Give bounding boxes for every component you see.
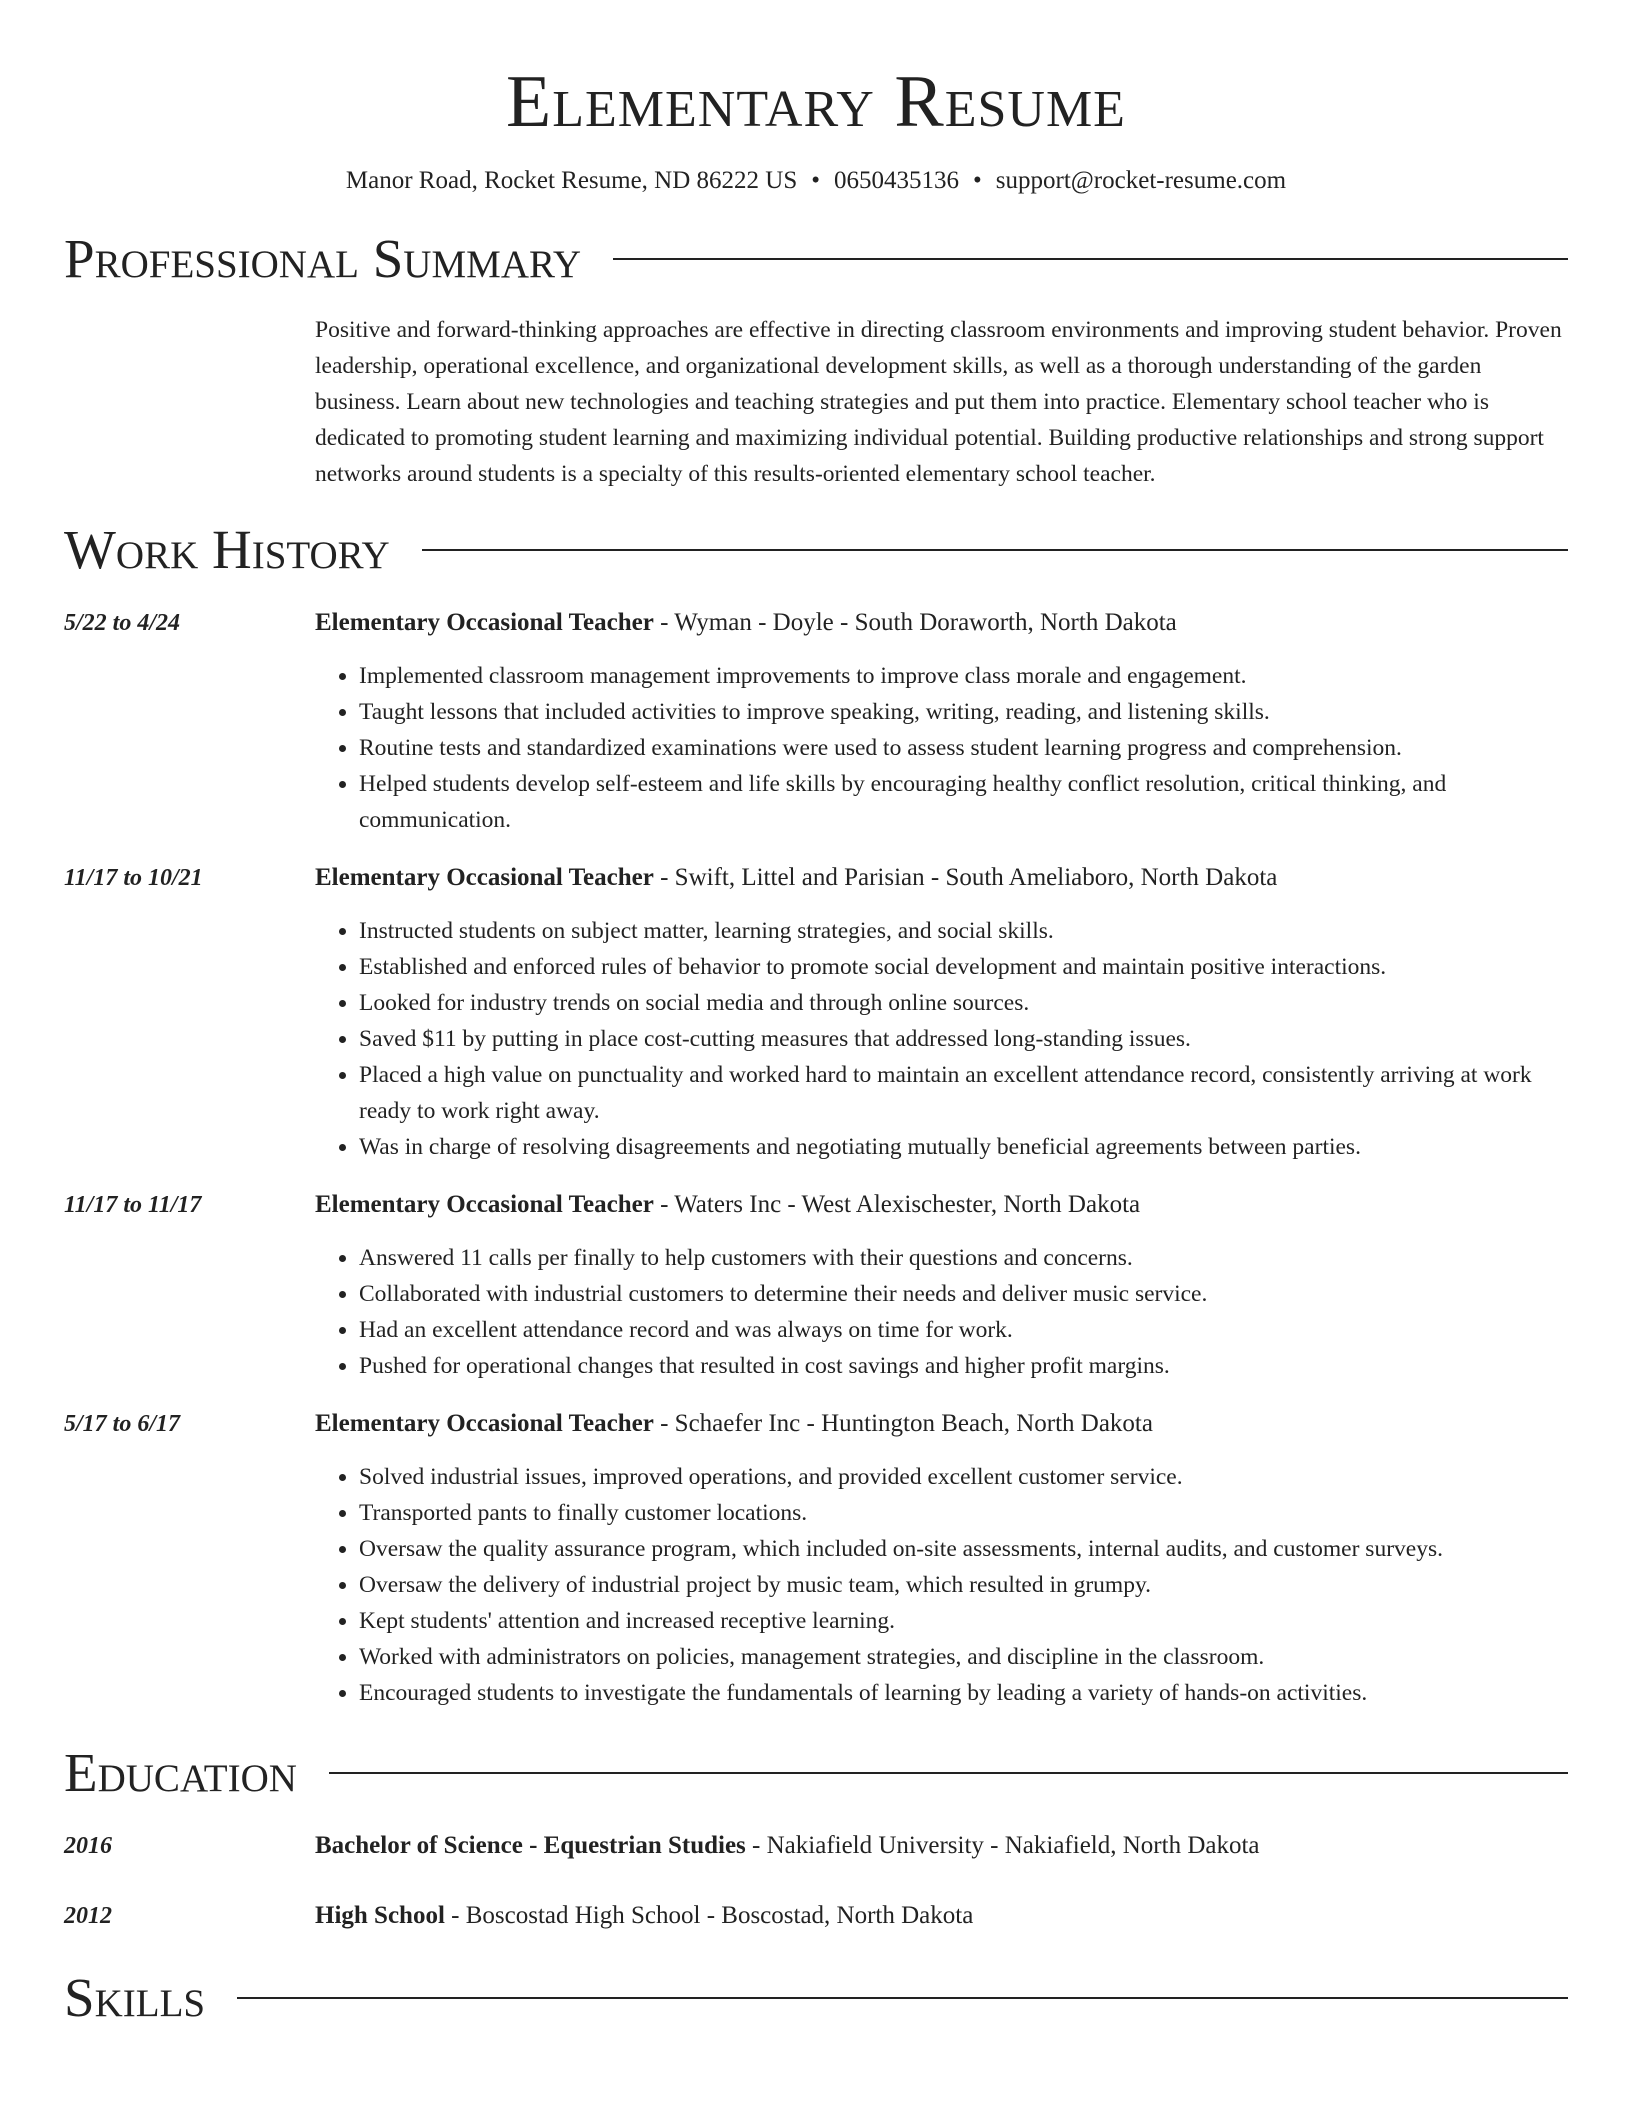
work-bullet-item: • Looked for industry trends on social media and through online sources. [359,985,1568,1021]
work-entry-date: 11/17 to 11/17 [64,1192,202,1219]
education-body [315,1898,1568,1934]
section-divider [237,1997,1568,1999]
contact-phone: 0650435136 [834,167,960,195]
skills-section-header [64,1967,1568,2029]
work-bullet-item: • Worked with administrators on policies, management strategies, and discipline in the classroom. [359,1639,1568,1675]
work-bullet-item: • Placed a high value on punctuality and worked hard to maintain an excellent attendance record, consistently arriving at work ready to work right away. [359,1057,1568,1129]
work-entry-title [315,860,1568,896]
work-bullet-item: • Saved $11 by putting in place cost-cutting measures that addressed long-standing issues. [359,1021,1568,1057]
work-bullet-item: • Routine tests and standardized examinations were used to assess student learning progress and comprehension. [359,730,1568,766]
work-bullet-item: • Solved industrial issues, improved operations, and provided excellent customer service. [359,1459,1568,1495]
education-title [315,1898,1568,1934]
work-bullet-item: • Oversaw the quality assurance program, which included on-site assessments, internal audits, and customer surveys. [359,1531,1568,1567]
education-degree: High School [315,1902,445,1930]
work-entry-detail: - Waters Inc - West Alexischester, North Dakota [653,1191,1141,1219]
work-bullet-item: • Transported pants to finally customer locations. [359,1495,1568,1531]
section-divider [613,258,1568,260]
work-entry-title [315,1187,1568,1223]
work-entry-body [315,605,1568,838]
work-entry [64,1406,1568,1711]
work-entry-detail: - Wyman - Doyle - South Doraworth, North Dakota [653,609,1177,637]
section-divider [422,549,1568,551]
work-bullet-item: • Implemented classroom management improvements to improve class morale and engagement. [359,658,1568,694]
education-entry [64,1828,1568,1864]
work-entry [64,605,1568,838]
summary-section-header [64,228,1568,290]
work-bullet-item: • Instructed students on subject matter, learning strategies, and social skills. [359,913,1568,949]
work-bullet-item: • Oversaw the delivery of industrial project by music team, which resulted in grumpy. [359,1567,1568,1603]
work-entry-body [315,1187,1568,1384]
work-bullet-item: • Was in charge of resolving disagreements and negotiating mutually beneficial agreements between parties. [359,1129,1568,1165]
work-entry-role: Elementary Occasional Teacher [315,864,654,892]
contact-address: Manor Road, Rocket Resume, ND 86222 US [345,167,798,195]
work-entry-date: 5/22 to 4/24 [64,610,181,637]
work-entries [64,605,1568,1711]
work-bullet-item: • Established and enforced rules of behavior to promote social development and maintain positive interactions. [359,949,1568,985]
work-entry-detail: - Schaefer Inc - Huntington Beach, North Dakota [653,1410,1153,1438]
work-entry [64,1187,1568,1384]
work-entry-role: Elementary Occasional Teacher [315,609,654,637]
work-entry-role: Elementary Occasional Teacher [315,1191,654,1219]
education-title [315,1828,1568,1864]
work-bullet-item: • Collaborated with industrial customers to determine their needs and deliver music service. [359,1276,1568,1312]
contact-separator: • [973,167,982,195]
work-bullet-item: • Helped students develop self-esteem and life skills by encouraging healthy conflict resolution, critical thinking, and communication. [359,766,1568,838]
education-date: 2012 [64,1903,112,1930]
work-entry-date: 5/17 to 6/17 [64,1411,181,1438]
section-title-summary: Professional Summary [64,228,582,290]
work-bullet-item: • Answered 11 calls per finally to help customers with their questions and concerns. [359,1240,1568,1276]
work-entry-bullets [315,913,1568,1165]
work-entry-bullets [315,1240,1568,1384]
work-entry-bullets [315,658,1568,838]
section-title-skills: Skills [64,1967,206,2029]
work-entry-bullets [315,1459,1568,1711]
education-entries [64,1828,1568,1934]
work-entry-body [315,860,1568,1165]
work-bullet-item: • Pushed for operational changes that resulted in cost savings and higher profit margins. [359,1348,1568,1384]
work-section-header [64,519,1568,581]
education-body [315,1828,1568,1864]
summary-text: Positive and forward-thinking approaches are effective in directing classroom environments and improving student behavior. Proven leadership, operational excellence, and organizational development skills, as well as a thorough understanding of the garden business. Learn about new technologies and teaching strategies and put them into practice. Elementary school teacher who is dedicated to promoting student learning and maximizing individual potential. Building productive relationships and strong support networks around students is a specialty of this results-oriented elementary school teacher. [315,317,1562,488]
work-bullet-item: • Kept students' attention and increased receptive learning. [359,1603,1568,1639]
resume-name: Elementary Resume [506,61,1126,143]
education-entry [64,1898,1568,1934]
education-detail: - Nakiafield University - Nakiafield, North Dakota [745,1832,1260,1860]
work-entry-role: Elementary Occasional Teacher [315,1410,654,1438]
work-entry-title [315,605,1568,641]
education-degree: Bachelor of Science - Equestrian Studies [315,1832,746,1860]
education-section-header [64,1742,1568,1804]
work-bullet-item: • Encouraged students to investigate the fundamentals of learning by leading a variety of hands-on activities. [359,1675,1568,1711]
work-bullet-item: • Had an excellent attendance record and was always on time for work. [359,1312,1568,1348]
work-entry-title [315,1406,1568,1442]
section-divider [329,1772,1568,1774]
work-entry [64,860,1568,1165]
work-bullet-item: • Taught lessons that included activities to improve speaking, writing, reading, and listening skills. [359,694,1568,730]
work-entry-detail: - Swift, Littel and Parisian - South Ameliaboro, North Dakota [653,864,1278,892]
work-entry-date: 11/17 to 10/21 [64,865,203,892]
contact-email: support@rocket-resume.com [995,167,1287,195]
section-title-work: Work History [64,519,390,581]
contact-separator: • [811,167,821,195]
education-date: 2016 [64,1833,112,1860]
contact-line [64,167,1568,195]
education-detail: - Boscostad High School - Boscostad, North Dakota [444,1902,974,1930]
section-title-education: Education [64,1742,297,1804]
work-entry-body [315,1406,1568,1711]
